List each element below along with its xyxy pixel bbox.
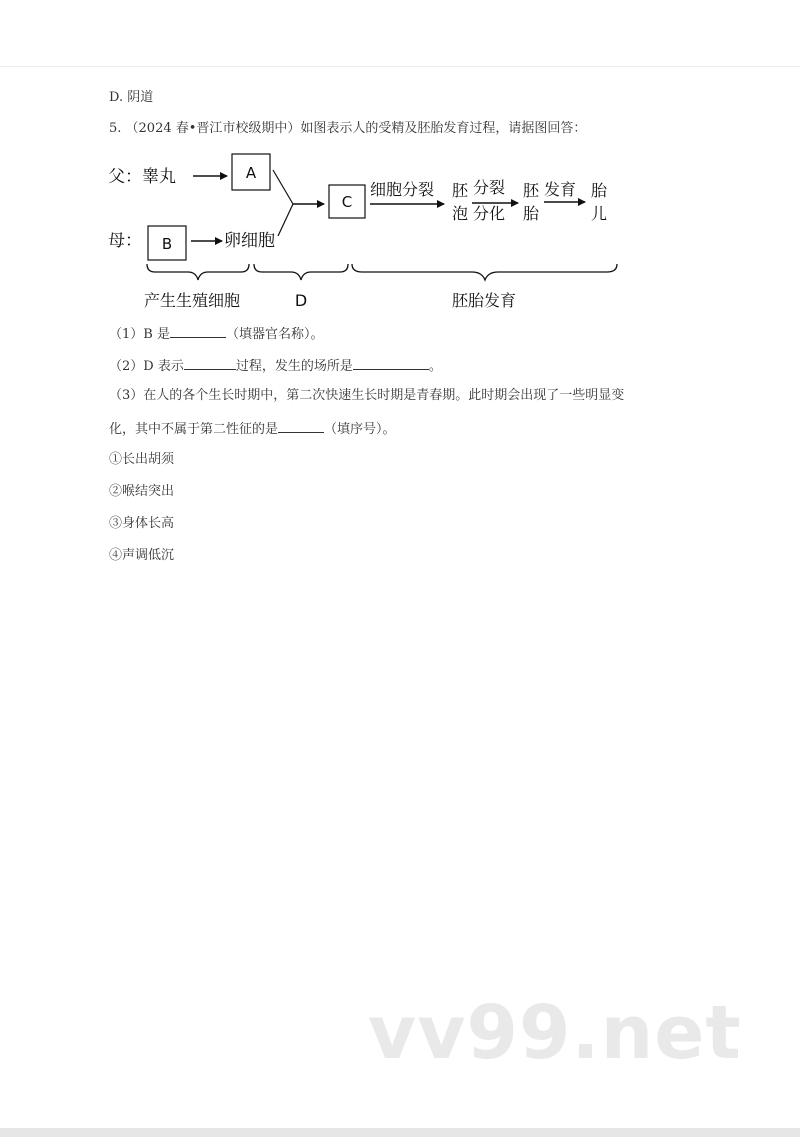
blastocyst-char-2: 泡 [452,204,469,223]
q1-text-a: （1）B 是 [109,327,170,342]
q1-answer-blank[interactable] [170,325,226,338]
question-part-3-line-2 [109,420,396,438]
brace-embryo-development [352,264,617,280]
q2-answer-blank-location[interactable] [353,357,429,370]
testis-label: 睾丸 [142,167,176,187]
father-label: 父： [108,167,142,187]
fusion-line-bottom [278,204,293,236]
q3-answer-blank[interactable] [278,420,324,433]
question-part-2 [109,357,442,375]
q3-text-a: 化，其中不属于第二性征的是 [109,422,279,437]
brace-label-reproductive-cells: 产生生殖细胞 [144,291,241,310]
blastocyst-char-1: 胚 [452,181,469,200]
fertilization-diagram [100,140,640,315]
embryo-char-1: 胚 [523,181,540,200]
q3-text-b: （填序号）。 [324,422,396,437]
cell-division-label: 细胞分裂 [370,180,435,199]
fetus-char-1: 胎 [591,181,608,200]
brace-d [254,264,348,280]
develop-label: 发育 [544,180,577,199]
option-1: ①长出胡须 [109,452,175,467]
question-part-1 [109,325,323,343]
q1-text-b: （填器官名称）。 [225,327,324,342]
question-stem: 5. （2024 春•晋江市校级期中）如图表示人的受精及胚胎发育过程，请据图回答： [109,121,587,136]
q2-text-a: （2）D 表示 [109,359,184,374]
page-bottom-edge [0,1128,800,1137]
option-4: ④声调低沉 [109,548,175,563]
q2-text-c: 。 [428,359,442,374]
fetus-char-2: 儿 [591,204,608,223]
differentiate-label: 分化 [473,204,506,223]
fusion-line-top [273,170,293,204]
q2-answer-blank-process[interactable] [184,357,236,370]
egg-label: 卵细胞 [224,231,275,251]
mother-label: 母： [108,231,142,251]
watermark: vv99.net [368,990,742,1076]
q2-text-b: 过程，发生的场所是 [235,359,353,374]
box-c-label: C [341,193,353,211]
header-divider [0,66,800,67]
option-2: ②喉结突出 [109,484,175,499]
brace-label-d: D [294,291,308,310]
previous-option-d: D. 阴道 [109,90,154,105]
brace-label-embryo-development: 胚胎发育 [452,291,517,310]
embryo-char-2: 胎 [523,204,540,223]
box-a-label: A [245,164,257,182]
divide-label: 分裂 [473,178,506,197]
question-part-3-line-1: （3）在人的各个生长时期中，第二次快速生长时期是青春期。此时期会出现了一些明显变 [109,388,625,403]
box-b-label: B [161,235,173,253]
brace-reproductive-cells [147,264,249,280]
option-3: ③身体长高 [109,516,175,531]
